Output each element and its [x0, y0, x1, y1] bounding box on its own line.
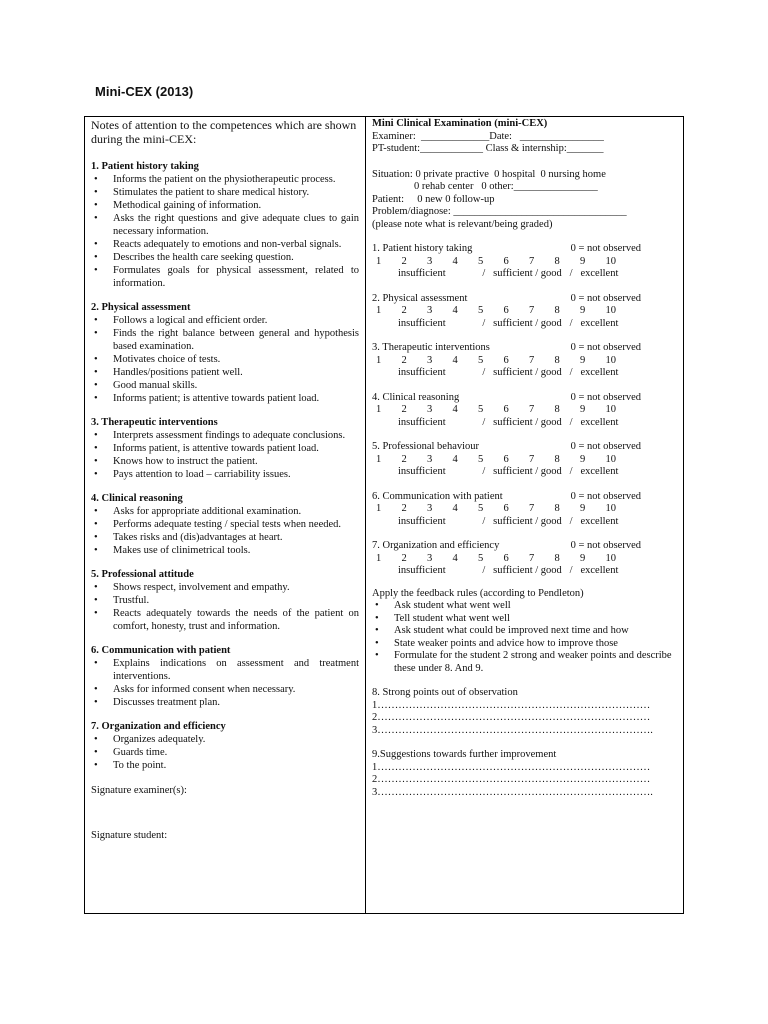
rating-scale-option[interactable]: 10: [605, 354, 616, 366]
competence-section: [91, 416, 359, 481]
rating-scale-option[interactable]: 5: [478, 503, 484, 514]
strong-points-title: 8. Strong points out of observation: [372, 687, 518, 698]
competence-list-item: • Formulates goals for physical assessment, related to information.: [91, 264, 359, 290]
rating-scale-labels: insufficient / sufficient / good / excellent: [398, 515, 619, 527]
rating-scale-option[interactable]: 10: [605, 255, 616, 267]
rating-scale-option[interactable]: 6: [503, 552, 509, 564]
rating-item-header: [372, 441, 677, 454]
notes-intro: Notes of attention to the competences which are shown during the mini-CEX:: [91, 118, 357, 146]
competence-list-item: • Informs patient, is attentive towards patient load.: [91, 442, 359, 455]
strong-point-line-3[interactable]: 3…………………………………………………………………….: [372, 724, 653, 736]
rating-item-title: 4. Clinical reasoning: [372, 391, 460, 403]
rating-item: [372, 491, 677, 529]
competence-section-title: 1. Patient history taking: [91, 161, 199, 172]
rating-scale-option[interactable]: 6: [503, 354, 509, 366]
competence-list: [91, 581, 359, 633]
rating-scale-option[interactable]: 5: [478, 453, 484, 465]
rating-scale-option[interactable]: 7: [529, 255, 535, 267]
rating-item-title: 6. Communication with patient: [372, 490, 503, 502]
competence-list: [91, 173, 359, 290]
rating-scale: [372, 404, 616, 417]
examiner-date-field[interactable]: Examiner: _____________Date: ________________: [372, 130, 604, 142]
strong-point-line-2[interactable]: 2……………………………………………………………………: [372, 712, 651, 723]
situation-options-2[interactable]: 0 rehab center 0 other:________________: [372, 181, 598, 192]
competence-list-item: • Methodical gaining of information.: [91, 199, 359, 212]
feedback-item: • Ask student what went well: [372, 600, 677, 613]
rating-scale-option[interactable]: 1: [376, 503, 382, 514]
not-observed-option[interactable]: 0 = not observed: [570, 391, 641, 403]
rating-scale-option[interactable]: 5: [478, 404, 484, 415]
competence-list-item: • Asks for informed consent when necessary.: [91, 683, 359, 696]
rating-scale-option[interactable]: 8: [554, 503, 560, 514]
rating-scale-option[interactable]: 6: [503, 404, 509, 415]
rating-scale-option[interactable]: 1: [376, 305, 382, 316]
rating-scale-option[interactable]: 4: [452, 503, 458, 514]
not-observed-option[interactable]: 0 = not observed: [570, 243, 641, 254]
rating-scale-option[interactable]: 9: [580, 255, 586, 267]
competence-section: [91, 160, 359, 290]
rating-scale-option[interactable]: 2: [401, 404, 407, 415]
competence-list-item: • Performs adequate testing / special tests when needed.: [91, 518, 359, 531]
rating-scale: [372, 256, 616, 269]
competence-list-item: • Handles/positions patient well.: [91, 366, 359, 379]
rating-scale-option[interactable]: 3: [427, 503, 433, 514]
relevance-note: (please note what is relevant/being graded): [372, 218, 553, 230]
rating-scale-option[interactable]: 2: [401, 354, 407, 366]
rating-scale-option[interactable]: 5: [478, 354, 484, 366]
competence-notes-column: [85, 117, 366, 913]
not-observed-option[interactable]: 0 = not observed: [570, 292, 641, 304]
evaluation-column: [366, 117, 683, 913]
suggestion-line-1[interactable]: 1……………………………………………………………………: [372, 761, 651, 773]
competence-list-item: • Trustful.: [91, 594, 359, 607]
rating-scale-option[interactable]: 4: [452, 305, 458, 316]
rating-scale-option[interactable]: 6: [503, 503, 509, 514]
rating-item: [372, 243, 677, 281]
rating-item-title: 1. Patient history taking: [372, 243, 473, 254]
rating-scale-option[interactable]: 6: [503, 255, 509, 267]
not-observed-option[interactable]: 0 = not observed: [570, 342, 641, 353]
rating-scale-option[interactable]: 7: [529, 354, 535, 366]
competence-list-item: • Good manual skills.: [91, 379, 359, 392]
rating-scale-option[interactable]: 8: [554, 453, 560, 465]
rating-scale-option[interactable]: 2: [401, 552, 407, 564]
rating-scale-option[interactable]: 10: [605, 305, 616, 316]
rating-scale-option[interactable]: 7: [529, 404, 535, 415]
competence-list-item: • Reacts adequately towards the needs of the patient on comfort, honesty, trust and information.: [91, 607, 359, 633]
rating-scale-option[interactable]: 10: [605, 503, 616, 514]
competence-list: [91, 733, 359, 772]
rating-scale-option[interactable]: 8: [554, 552, 560, 564]
rating-item-header: [372, 392, 677, 405]
rating-item-title: 3. Therapeutic interventions: [372, 342, 490, 353]
feedback-list: [372, 600, 677, 675]
rating-scale-option[interactable]: 8: [554, 354, 560, 366]
rating-scale-option[interactable]: 4: [452, 453, 458, 465]
rating-scale-option[interactable]: 8: [554, 404, 560, 415]
rating-scale-option[interactable]: 9: [580, 305, 586, 316]
feedback-title: Apply the feedback rules (according to Pendleton): [372, 587, 584, 599]
form-header-title: Mini Clinical Examination (mini-CEX): [372, 118, 548, 129]
rating-scale: [372, 454, 616, 467]
competence-list-item: • Stimulates the patient to share medical history.: [91, 186, 359, 199]
strong-point-line-1[interactable]: 1……………………………………………………………………: [372, 699, 651, 711]
suggestion-line-3[interactable]: 3…………………………………………………………………….: [372, 786, 653, 798]
form-table: [84, 116, 684, 914]
rating-scale-option[interactable]: 7: [529, 305, 535, 316]
rating-item-header: [372, 243, 677, 256]
competence-list-item: • Makes use of clinimetrical tools.: [91, 544, 359, 557]
rating-item: [372, 293, 677, 331]
rating-scale-option[interactable]: 3: [427, 552, 433, 564]
rating-scale-option[interactable]: 10: [605, 552, 616, 564]
competence-list-item: • Interprets assessment findings to adequate conclusions.: [91, 429, 359, 442]
rating-scale-option[interactable]: 10: [605, 404, 616, 415]
rating-scale: [372, 503, 616, 516]
problem-diagnose-field[interactable]: Problem/diagnose: _________________________________: [372, 206, 627, 217]
rating-scale-labels: insufficient / sufficient / good / excellent: [398, 367, 619, 378]
rating-item-title: 5. Professional behaviour: [372, 441, 480, 452]
rating-item-header: [372, 491, 677, 504]
rating-scale-option[interactable]: 10: [605, 453, 616, 465]
rating-scale-option[interactable]: 8: [554, 305, 560, 316]
rating-item-header: [372, 342, 677, 355]
rating-scale-option[interactable]: 3: [427, 255, 433, 267]
rating-scale-option[interactable]: 3: [427, 305, 433, 316]
rating-item-header: [372, 540, 677, 553]
rating-scale-labels: insufficient / sufficient / good / excellent: [398, 565, 619, 576]
competence-list-item: • To the point.: [91, 759, 359, 772]
suggestions-section: [372, 749, 677, 799]
competence-list-item: • Informs patient; is attentive towards patient load.: [91, 392, 359, 405]
competence-section: [91, 720, 359, 772]
rating-scale-labels: insufficient / sufficient / good / excellent: [398, 466, 619, 477]
rating-scale-option[interactable]: 1: [376, 354, 382, 366]
feedback-section: [372, 588, 677, 676]
rating-scale-option[interactable]: 2: [401, 255, 407, 267]
competence-list: [91, 314, 359, 405]
rating-scale-option[interactable]: 9: [580, 354, 586, 366]
competence-list-item: • Motivates choice of tests.: [91, 353, 359, 366]
rating-item-header: [372, 293, 677, 306]
rating-scale-option[interactable]: 4: [452, 255, 458, 267]
rating-scale: [372, 553, 616, 566]
rating-scale: [372, 355, 616, 368]
rating-scale-option[interactable]: 5: [478, 255, 484, 267]
rating-scale-option[interactable]: 9: [580, 453, 586, 465]
patient-options[interactable]: Patient: 0 new 0 follow-up: [372, 193, 495, 205]
rating-scale-option[interactable]: 1: [376, 404, 382, 415]
competence-section-title: 4. Clinical reasoning: [91, 493, 183, 504]
competence-section: [91, 568, 359, 633]
rating-scale-option[interactable]: 3: [427, 354, 433, 366]
rating-scale-option[interactable]: 1: [376, 255, 382, 267]
rating-scale-option[interactable]: 3: [427, 404, 433, 415]
competence-section-title: 6. Communication with patient: [91, 645, 231, 656]
feedback-item: • Tell student what went well: [372, 613, 677, 626]
rating-item-title: 2. Physical assessment: [372, 292, 468, 304]
rating-items: [372, 243, 677, 578]
competence-list-item: • Discusses treatment plan.: [91, 696, 359, 709]
competence-section: [91, 492, 359, 557]
competence-list: [91, 505, 359, 557]
rating-scale-option[interactable]: 3: [427, 453, 433, 465]
competence-list: [91, 657, 359, 709]
rating-scale-option[interactable]: 9: [580, 503, 586, 514]
document-title: Mini-CEX (2013): [95, 84, 194, 99]
competence-list: [91, 429, 359, 481]
rating-scale-option[interactable]: 9: [580, 552, 586, 564]
feedback-item: • Ask student what could be improved next time and how: [372, 625, 677, 638]
signature-examiner-label: Signature examiner(s):: [91, 785, 187, 796]
feedback-item: • Formulate for the student 2 strong and weaker points and describe these under 8. And 9.: [372, 650, 677, 675]
suggestion-line-2[interactable]: 2……………………………………………………………………: [372, 774, 651, 785]
suggestions-title: 9.Suggestions towards further improvement: [372, 749, 557, 760]
rating-scale-option[interactable]: 8: [554, 255, 560, 267]
competence-list-item: • Guards time.: [91, 746, 359, 759]
rating-scale-labels: insufficient / sufficient / good / excellent: [398, 317, 619, 329]
feedback-item: • State weaker points and advice how to improve those: [372, 638, 677, 651]
student-class-field[interactable]: PT-student:____________ Class & internship:_______: [372, 143, 604, 154]
rating-scale-option[interactable]: 4: [452, 354, 458, 366]
competence-list-item: • Organizes adequately.: [91, 733, 359, 746]
competence-list-item: • Explains indications on assessment and treatment interventions.: [91, 657, 359, 683]
competence-list-item: • Takes risks and (dis)advantages at heart.: [91, 531, 359, 544]
competence-section: [91, 301, 359, 405]
rating-scale-labels: insufficient / sufficient / good / excellent: [398, 416, 619, 428]
rating-scale-option[interactable]: 2: [401, 453, 407, 465]
competence-sections: [91, 160, 359, 772]
competence-section: [91, 644, 359, 709]
rating-scale-option[interactable]: 6: [503, 453, 509, 465]
rating-item-title: 7. Organization and efficiency: [372, 540, 500, 551]
competence-list-item: • Follows a logical and efficient order.: [91, 314, 359, 327]
rating-scale-option[interactable]: 1: [376, 453, 382, 465]
not-observed-option[interactable]: 0 = not observed: [570, 490, 641, 502]
rating-item: [372, 441, 677, 479]
rating-scale-option[interactable]: 7: [529, 453, 535, 465]
competence-section-title: 7. Organization and efficiency: [91, 721, 226, 732]
competence-list-item: • Finds the right balance between general and hypothesis based examination.: [91, 327, 359, 353]
competence-section-title: 2. Physical assessment: [91, 302, 191, 313]
rating-item: [372, 342, 677, 380]
rating-scale-option[interactable]: 2: [401, 503, 407, 514]
rating-scale: [372, 305, 616, 318]
competence-section-title: 3. Therapeutic interventions: [91, 417, 218, 428]
rating-item: [372, 540, 677, 578]
competence-list-item: • Informs the patient on the physiotherapeutic process.: [91, 173, 359, 186]
competence-list-item: • Knows how to instruct the patient.: [91, 455, 359, 468]
rating-scale-option[interactable]: 6: [503, 305, 509, 316]
rating-scale-option[interactable]: 7: [529, 552, 535, 564]
competence-list-item: • Asks the right questions and give adequate clues to gain necessary information.: [91, 212, 359, 238]
rating-scale-labels: insufficient / sufficient / good / excellent: [398, 268, 619, 279]
competence-list-item: • Describes the health care seeking question.: [91, 251, 359, 264]
signature-student-label: Signature student:: [91, 830, 168, 841]
competence-list-item: • Pays attention to load – carriability issues.: [91, 468, 359, 481]
rating-scale-option[interactable]: 5: [478, 305, 484, 316]
rating-scale-option[interactable]: 4: [452, 552, 458, 564]
competence-list-item: • Asks for appropriate additional examination.: [91, 505, 359, 518]
rating-item: [372, 392, 677, 430]
situation-options[interactable]: Situation: 0 private practive 0 hospital 0 nursing home: [372, 168, 606, 180]
strong-points-section: [372, 687, 677, 737]
not-observed-option[interactable]: 0 = not observed: [570, 441, 641, 452]
rating-scale-option[interactable]: 5: [478, 552, 484, 564]
rating-scale-option[interactable]: 7: [529, 503, 535, 514]
competence-list-item: • Reacts adequately to emotions and non-verbal signals.: [91, 238, 359, 251]
rating-scale-option[interactable]: 9: [580, 404, 586, 415]
rating-scale-option[interactable]: 4: [452, 404, 458, 415]
competence-list-item: • Shows respect, involvement and empathy.: [91, 581, 359, 594]
not-observed-option[interactable]: 0 = not observed: [570, 540, 641, 551]
rating-scale-option[interactable]: 2: [401, 305, 407, 316]
competence-section-title: 5. Professional attitude: [91, 569, 194, 580]
rating-scale-option[interactable]: 1: [376, 552, 382, 564]
